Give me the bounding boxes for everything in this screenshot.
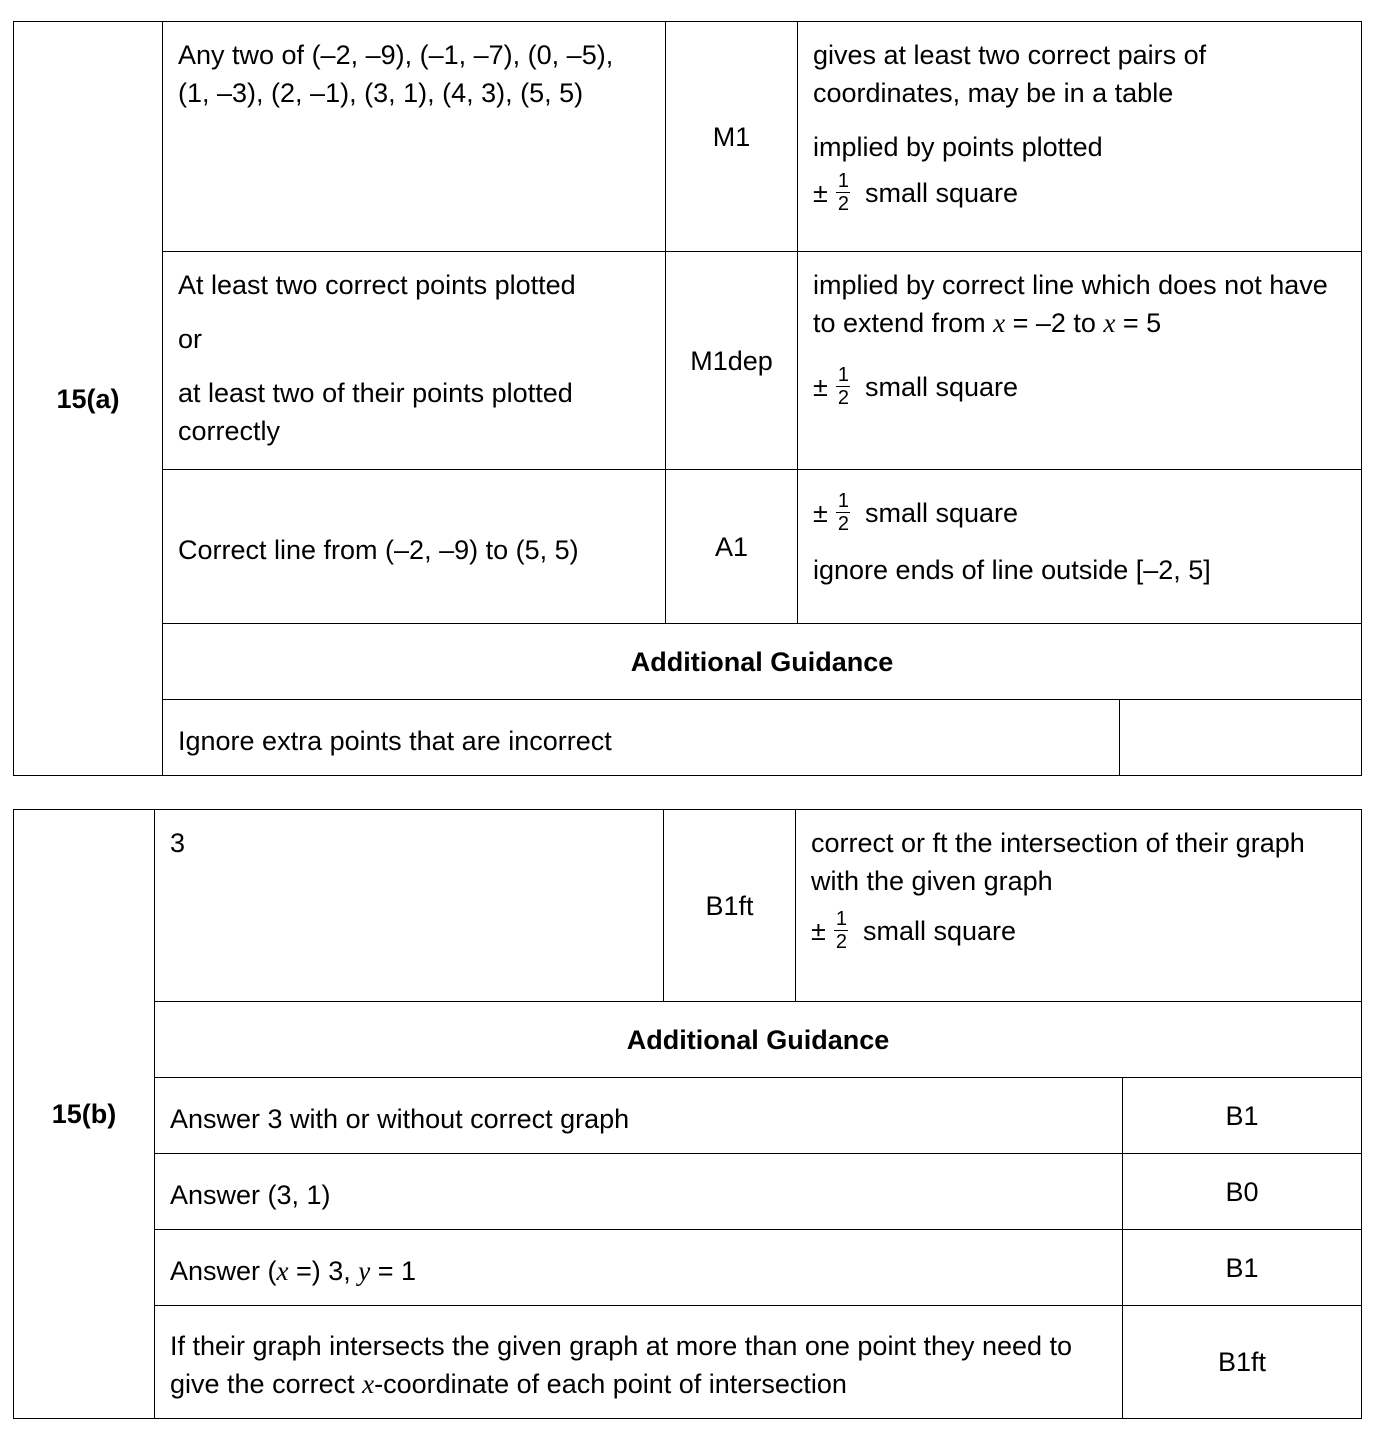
guidance-text: Answer 3 with or without correct graph <box>155 1078 1123 1154</box>
mark-scheme-table-15a <box>13 21 1362 776</box>
answer-cell: Correct line from (–2, –9) to (5, 5) <box>163 470 666 624</box>
mark-cell: M1 <box>666 22 798 252</box>
guidance-text: Answer (x =) 3, y = 1 <box>155 1230 1123 1306</box>
answer-cell: Any two of (–2, –9), (–1, –7), (0, –5), (1, –3), (2, –1), (3, 1), (4, 3), (5, 5) <box>163 22 666 252</box>
mark-cell: A1 <box>666 470 798 624</box>
guidance-text: Answer (3, 1) <box>155 1154 1123 1230</box>
guidance-mark: B1 <box>1123 1078 1362 1154</box>
guidance-mark: B0 <box>1123 1154 1362 1230</box>
guidance-heading: Additional Guidance <box>155 1002 1362 1078</box>
guidance-heading: Additional Guidance <box>163 624 1362 700</box>
mark-scheme-table-15b <box>13 809 1362 1419</box>
comments-cell: implied by correct line which does not have to extend from x = –2 to x = 5 ± $\frac{1}{2}$ small square <box>798 252 1362 470</box>
tolerance-line: ± $\frac{1}{2}$ small square <box>813 490 1019 535</box>
half-fraction: $\frac{1}{2}$ <box>837 170 849 215</box>
half-fraction: $\frac{1}{2}$ <box>837 490 849 535</box>
answer-cell: At least two correct points plotted or at least two of their points plotted correctly <box>163 252 666 470</box>
half-fraction: $\frac{1}{2}$ <box>835 908 847 953</box>
comments-cell: gives at least two correct pairs of coordinates, may be in a table implied by points plotted ± $\frac{1}{2}$ small square <box>798 22 1362 252</box>
answer-cell: 3 <box>155 810 664 1002</box>
mark-cell: M1dep <box>666 252 798 470</box>
guidance-mark: B1ft <box>1123 1306 1362 1419</box>
guidance-text: Ignore extra points that are incorrect <box>163 700 1120 776</box>
guidance-mark <box>1120 700 1362 776</box>
guidance-mark: B1 <box>1123 1230 1362 1306</box>
question-number: 15(b) <box>14 810 155 1419</box>
half-fraction: $\frac{1}{2}$ <box>837 364 849 409</box>
question-number: 15(a) <box>14 22 163 776</box>
guidance-text: If their graph intersects the given graph at more than one point they need to give the correct x-coordinate of each point of intersection <box>155 1306 1123 1419</box>
comments-cell: correct or ft the intersection of their graph with the given graph ± $\frac{1}{2}$ small square <box>796 810 1362 1002</box>
mark-cell: B1ft <box>664 810 796 1002</box>
tolerance-line: ± $\frac{1}{2}$ small square <box>813 170 1019 215</box>
comments-cell: ± $\frac{1}{2}$ small square ignore ends of line outside [–2, 5] <box>798 470 1362 624</box>
tolerance-line: ± $\frac{1}{2}$ small square <box>813 364 1019 409</box>
tolerance-line: ± $\frac{1}{2}$ small square <box>811 908 1017 953</box>
